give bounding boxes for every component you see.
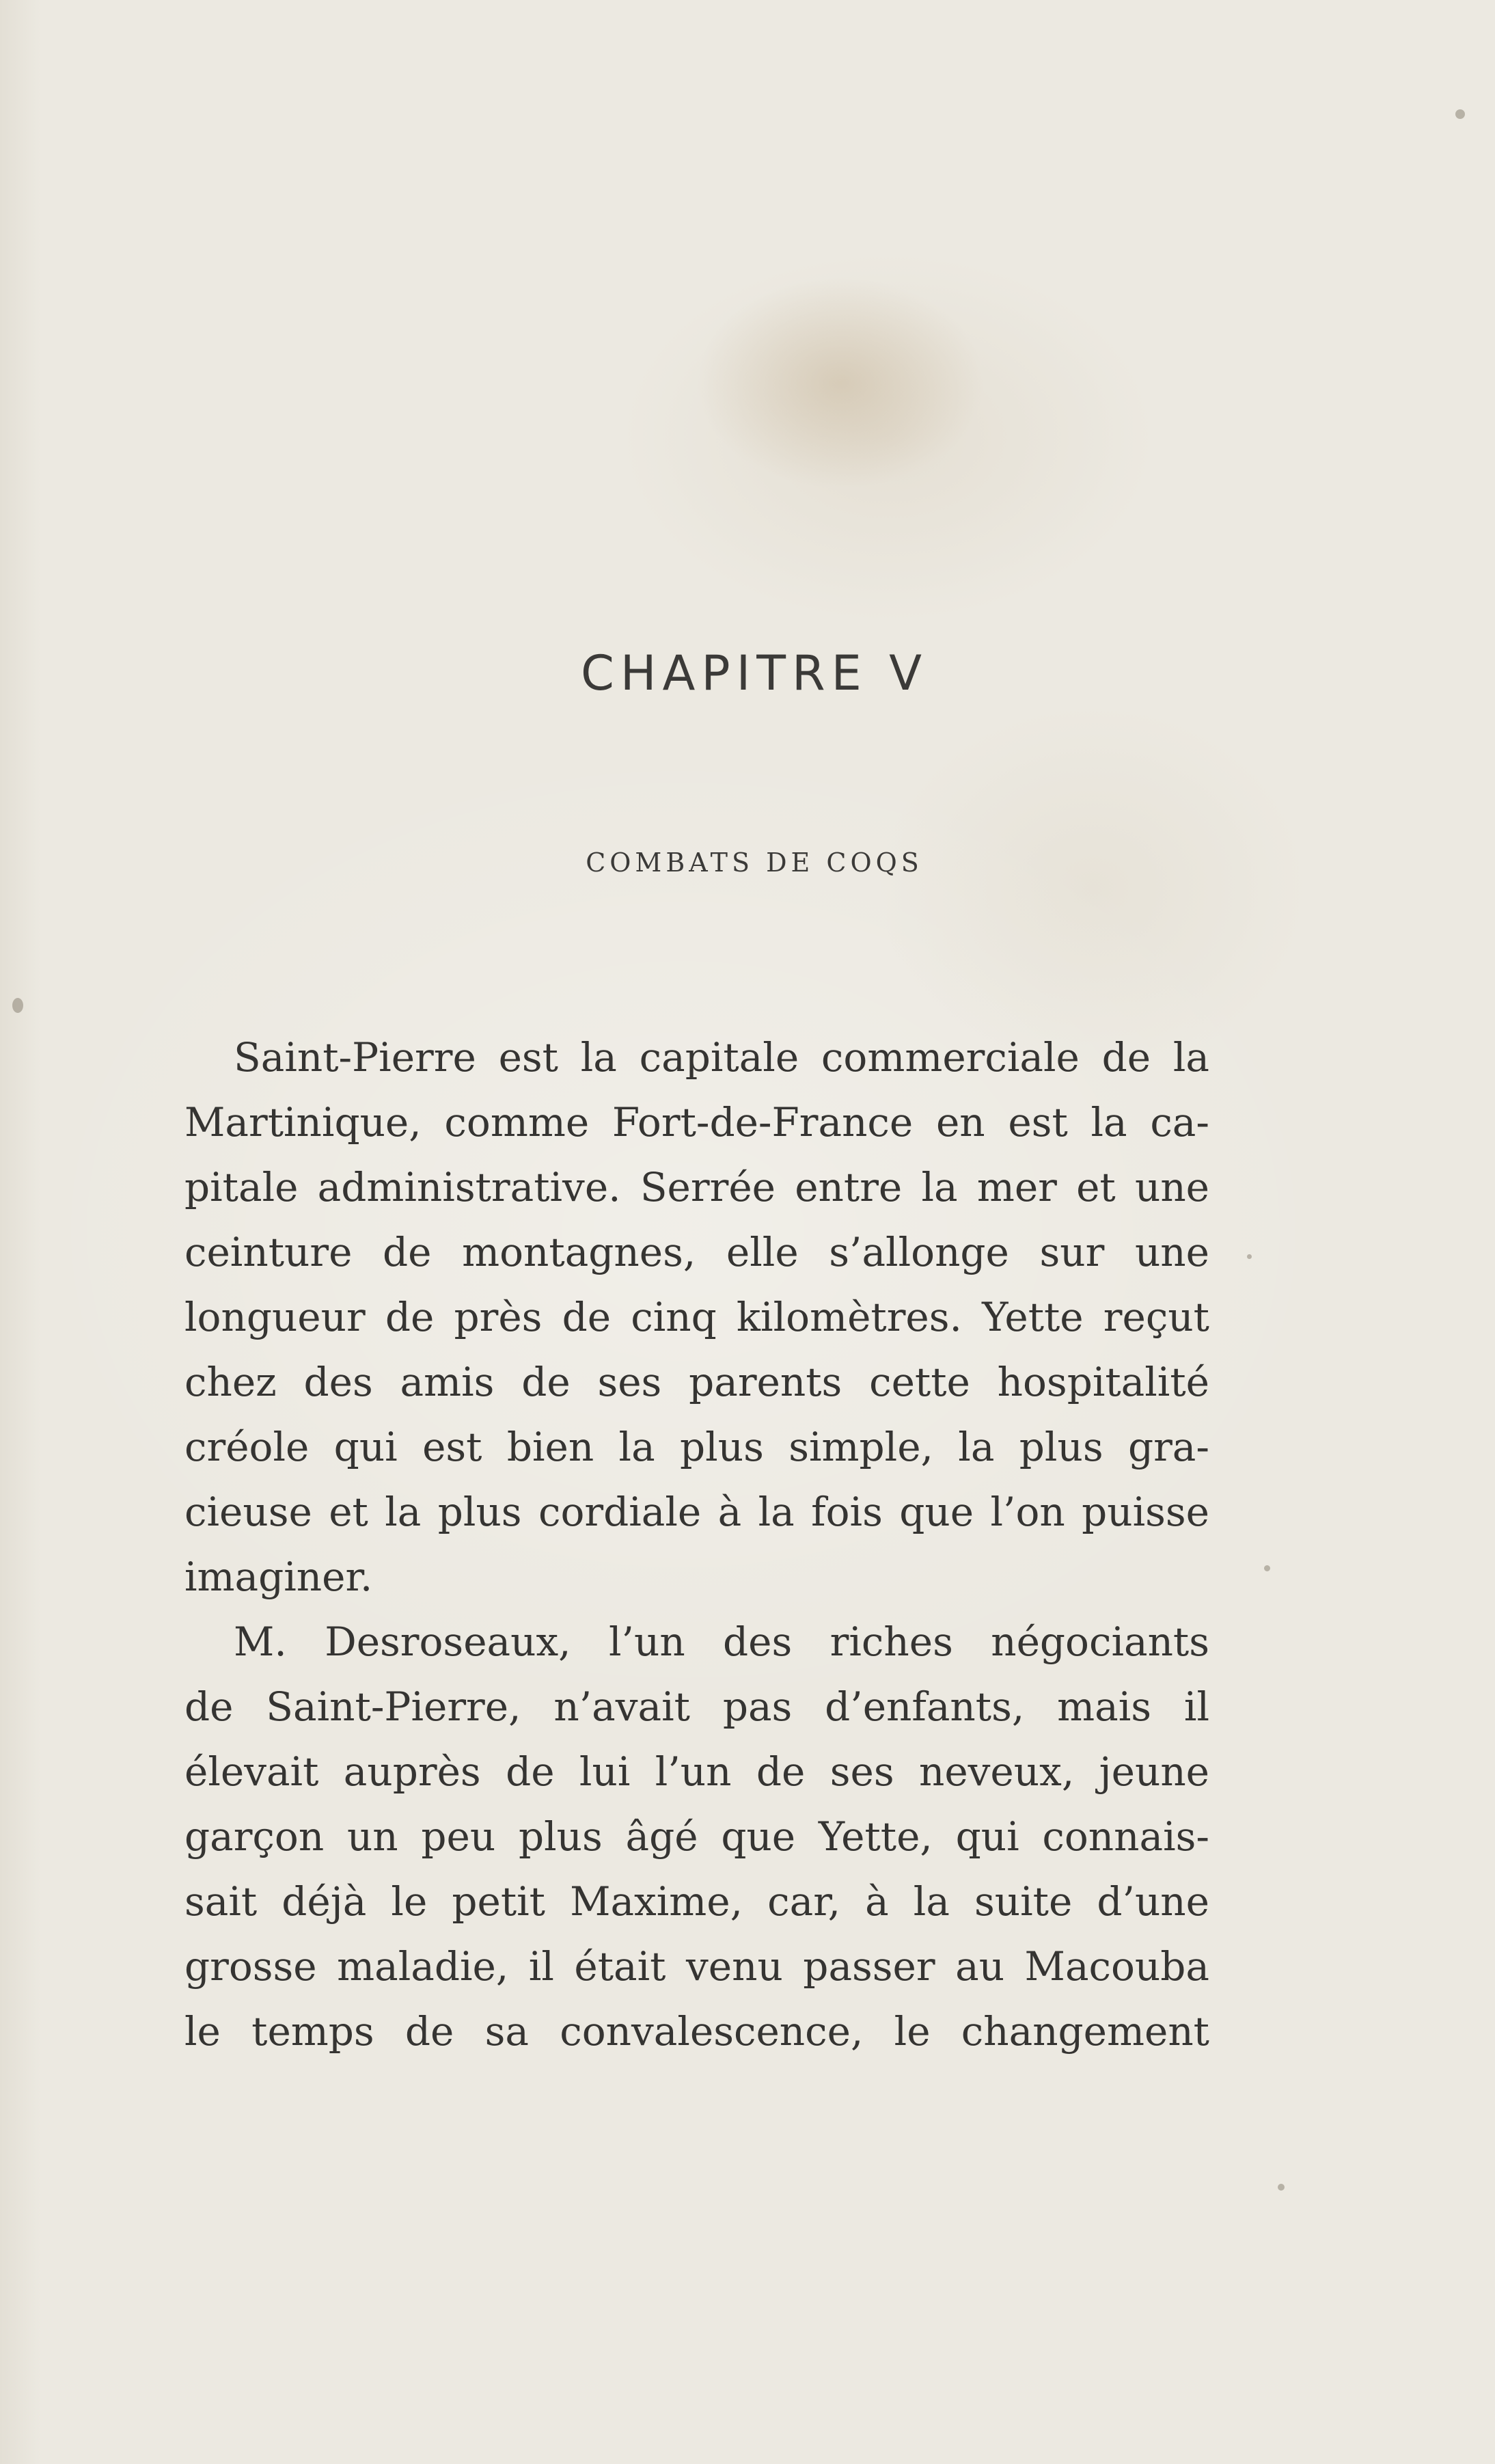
text-line: longueur de près de cinq kilomètres. Yette reçut [184,1294,1209,1340]
text-line: Saint-Pierre est la capitale commerciale de la [234,1034,1209,1081]
text-line: ceinture de montagnes, elle s’allonge sur une [184,1229,1209,1275]
paper-speck [1455,109,1465,119]
text-line: pitale administrative. Serrée entre la mer et une [184,1164,1209,1210]
chapter-title: CHAPITRE V [580,645,929,701]
text-line: M. Desroseaux, l’un des riches négociants [234,1619,1209,1665]
text-line: cieuse et la plus cordiale à la fois que l’on puisse [184,1489,1209,1535]
chapter-subtitle: COMBATS DE COQS [586,848,923,878]
text-line: sait déjà le petit Maxime, car, à la suite d’une [184,1878,1209,1925]
paper-speck [12,998,23,1013]
text-line: de Saint-Pierre, n’avait pas d’enfants, mais il [184,1683,1209,1730]
text-line: garçon un peu plus âgé que Yette, qui connais- [184,1813,1209,1860]
text-line: imaginer. [184,1554,373,1600]
body-text [184,1025,1209,2064]
text-line: créole qui est bien la plus simple, la plus gra- [184,1424,1209,1470]
text-line: Martinique, comme Fort-de-France en est la ca- [184,1099,1209,1146]
paper-speck [1264,1565,1270,1571]
text-line: grosse maladie, il était venu passer au Macouba [184,1943,1209,1990]
text-line: le temps de sa convalescence, le changement [184,2008,1209,2055]
text-line: élevait auprès de lui l’un de ses neveux, jeune [184,1748,1209,1795]
paper-speck [1278,2184,1285,2191]
paper-speck [1247,1254,1252,1259]
text-line: chez des amis de ses parents cette hospitalité [184,1359,1209,1405]
